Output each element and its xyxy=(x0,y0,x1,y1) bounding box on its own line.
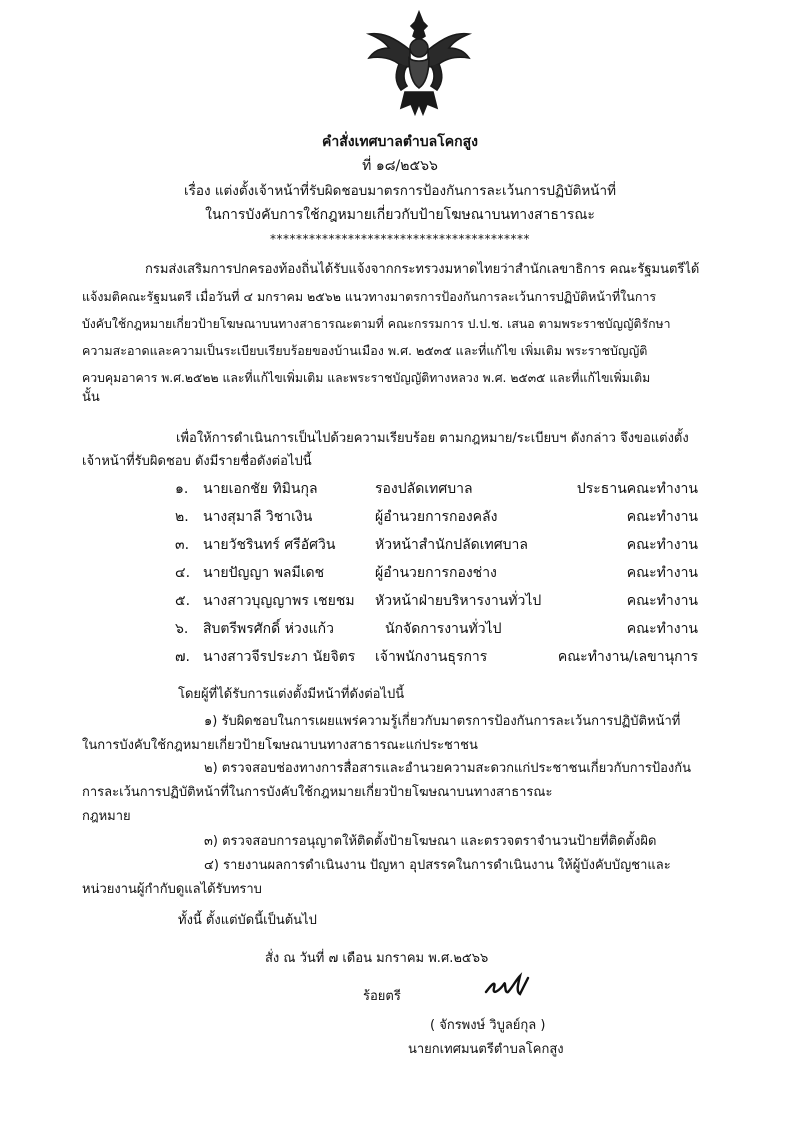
duty-line: กฎหมาย xyxy=(82,809,131,824)
member-position: ผู้อำนวยการกองช่าง xyxy=(375,565,497,581)
handwritten-signature-icon xyxy=(482,970,532,1006)
member-position: หัวหน้าฝ่ายบริหารงานทั่วไป xyxy=(375,593,542,609)
duty-line: ๓) ตรวจสอบการอนุญาตให้ติดตั้งป้ายโฆษณา และตรวจตราจำนวนป้ายที่ติดตั้งผิด xyxy=(204,834,657,849)
member-number: ๒. xyxy=(175,509,189,525)
signatory-title: นายกเทศมนตรีตำบลโคกสูง xyxy=(408,1042,564,1057)
member-name: นางสาวจีรประภา นัยจิตร xyxy=(203,649,356,665)
member-role: คณะทำงาน xyxy=(626,509,698,525)
subject-line-2: ในการบังคับการใช้กฎหมายเกี่ยวกับป้ายโฆษณาบนทางสาธารณะ xyxy=(205,207,595,223)
member-position: นักจัดการงานทั่วไป xyxy=(385,621,502,637)
duty-line: ๔) รายงานผลการดำเนินงาน ปัญหา อุปสรรคในการดำเนินงาน ให้ผู้บังคับบัญชาและ xyxy=(204,858,671,873)
intro-line: บังคับใช้กฎหมายเกี่ยวป้ายโฆษณาบนทางสาธารณะตามที่ คณะกรรมการ ป.ป.ช. เสนอ ตามพระราชบัญญัติรักษา xyxy=(82,317,671,331)
duty-line: หน่วยงานผู้กำกับดูแลได้รับทราบ xyxy=(82,882,262,897)
member-number: ๓. xyxy=(175,537,190,553)
member-number: ๑. xyxy=(175,481,189,497)
member-position: รองปลัดเทศบาล xyxy=(375,481,473,497)
intro-line: แจ้งมติคณะรัฐมนตรี เมื่อวันที่ ๔ มกราคม ๒๕๖๒ แนวทางมาตรการป้องกันการละเว้นการปฏิบัติหน้าที่ในการ xyxy=(82,289,657,304)
purpose-line: เพื่อให้การดำเนินการเป็นไปด้วยความเรียบร้อย ตามกฎหมาย/ระเบียบฯ ดังกล่าว จึงขอแต่งตั้ง xyxy=(176,431,689,446)
member-role: คณะทำงาน xyxy=(626,593,698,609)
effective-statement: ทั้งนี้ ตั้งแต่บัดนี้เป็นต้นไป xyxy=(178,913,317,928)
garuda-emblem-icon xyxy=(365,8,473,120)
member-role: ประธานคณะทำงาน xyxy=(576,481,698,497)
intro-line: ควบคุมอาคาร พ.ศ.๒๕๒๒ และที่แก้ไขเพิ่มเติม และพระราชบัญญัติทางหลวง พ.ศ. ๒๕๓๕ และที่แก้ไขเพิ่มเติม xyxy=(82,371,651,385)
member-number: ๗. xyxy=(175,649,190,665)
purpose-line: เจ้าหน้าที่รับผิดชอบ ดังมีรายชื่อดังต่อไปนี้ xyxy=(82,454,312,469)
document-title: คำสั่งเทศบาลตำบลโคกสูง xyxy=(322,134,478,150)
duties-intro: โดยผู้ที่ได้รับการแต่งตั้งมีหน้าที่ดังต่อไปนี้ xyxy=(178,687,405,702)
signatory-name: ( จักรพงษ์ วิบูลย์กุล ) xyxy=(430,1018,546,1033)
member-role: คณะทำงาน xyxy=(626,565,698,581)
member-name: นายเอกชัย ทิมินกุล xyxy=(203,481,318,497)
signatory-rank: ร้อยตรี xyxy=(363,989,401,1004)
member-name: นายวัชรินทร์ ศรีอัศวิน xyxy=(203,537,336,553)
member-role: คณะทำงาน/เลขานุการ xyxy=(557,649,698,665)
intro-line: นั้น xyxy=(82,390,100,405)
member-name: นางสุมาลี วิชาเงิน xyxy=(203,509,313,525)
duty-line: ๒) ตรวจสอบช่องทางการสื่อสารและอำนวยความสะดวกแก่ประชาชนเกี่ยวกับการป้องกัน xyxy=(204,761,692,776)
intro-line: กรมส่งเสริมการปกครองท้องถิ่นได้รับแจ้งจากกระทรวงมหาดไทยว่าสำนักเลขาธิการ คณะรัฐมนตรีได้ xyxy=(145,262,700,277)
document-number: ที่ ๑๘/๒๕๖๖ xyxy=(362,158,438,174)
duty-line: ในการบังคับใช้กฎหมายเกี่ยวป้ายโฆษณาบนทางสาธารณะแก่ประชาชน xyxy=(82,738,478,753)
member-name: นายปัญญา พลมีเดช xyxy=(203,565,325,581)
member-position: หัวหน้าสำนักปลัดเทศบาล xyxy=(375,537,528,553)
intro-line: ความสะอาดและความเป็นระเบียบเรียบร้อยของบ้านเมือง พ.ศ. ๒๕๓๕ และที่แก้ไข เพิ่มเติม พระราชบัญญัติ xyxy=(82,343,648,358)
member-number: ๖. xyxy=(175,621,189,637)
separator: **************************************** xyxy=(270,232,530,246)
member-name: สิบตรีพรศักดิ์ ห่วงแก้ว xyxy=(203,621,334,637)
duty-line: การละเว้นการปฏิบัติหน้าที่ในการบังคับใช้กฎหมายเกี่ยวป้ายโฆษณาบนทางสาธารณะ xyxy=(82,785,553,800)
member-role: คณะทำงาน xyxy=(626,621,698,637)
duty-line: ๑) รับผิดชอบในการเผยแพร่ความรู้เกี่ยวกับมาตรการป้องกันการละเว้นการปฏิบัติหน้าที่ xyxy=(204,714,681,729)
member-number: ๕. xyxy=(175,593,191,609)
member-position: เจ้าพนักงานธุรการ xyxy=(375,649,488,665)
member-position: ผู้อำนวยการกองคลัง xyxy=(375,509,498,525)
order-date: สั่ง ณ วันที่ ๗ เดือน มกราคม พ.ศ.๒๕๖๖ xyxy=(265,951,489,966)
member-name: นางสาวบุญญาพร เชยชม xyxy=(203,593,355,609)
member-role: คณะทำงาน xyxy=(626,537,698,553)
subject-line-1: เรื่อง แต่งตั้งเจ้าหน้าที่รับผิดชอบมาตรการป้องกันการละเว้นการปฏิบัติหน้าที่ xyxy=(183,183,617,199)
member-number: ๔. xyxy=(175,565,191,581)
